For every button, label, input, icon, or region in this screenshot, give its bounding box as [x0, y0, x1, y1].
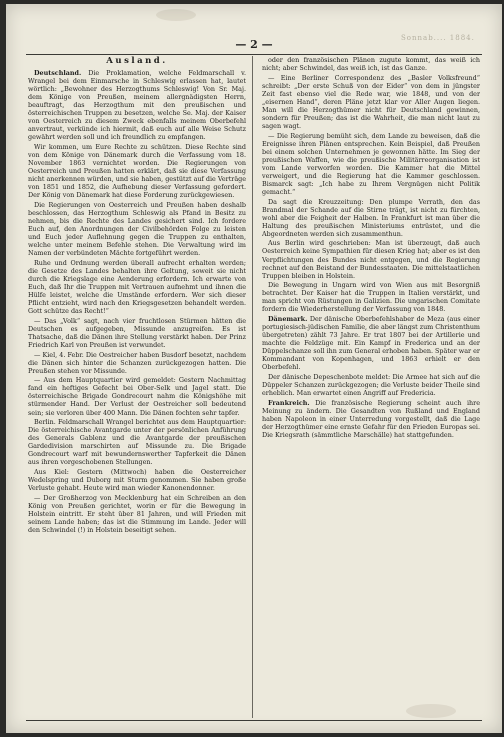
article-paragraph: [28, 351, 246, 375]
paragraph-text: — Eine Berliner Correspondenz des „Basler Volksfreund“ schreibt: „Der erste Schuß von der Eider“ von dem in jüngster Zeit fast ebenso viel die Rede war, wie 1848, und von der „eisernen Hand“, deren Pläne jetzt klar vor Aller Augen liegen. Man will die Herzogthümer nicht für Deutschland gewinnen, sondern für Preußen; das ist die Wahrheit, die man nicht laut zu sagen wagt.: [262, 73, 480, 130]
article-paragraph: [28, 143, 246, 199]
footer-rule: [26, 720, 482, 721]
paragraph-text: Ruhe und Ordnung werden überall aufrecht erhalten werden; die Gesetze des Landes behalten ihre Geltung, soweit sie nicht durch die Kriegslage eine Aenderung erfordern. Ich erwarte von Euch, daß Ihr die Truppen mit Vertrauen aufnehmt und ihnen die Hülfe leistet, welche die Umstände erfordern. Wer sich dieser Pflicht entzieht, wird nach den Kriegsgesetzen behandelt werden. Gott schütze das Recht!“: [28, 258, 246, 316]
department-heading: Frankreich.: [268, 398, 310, 407]
paper-stain: [156, 9, 196, 21]
article-paragraph: [262, 239, 480, 279]
paragraph-text: Aus Kiel: Gestern (Mittwoch) haben die Oesterreicher Wedelspring und Duborg mit Sturm genommen. Sie haben große Verluste gehabt. Heute wird man wieder Kanonendonner.: [28, 468, 246, 493]
paragraph-text: Der dänische Depeschenbote meldet: Die Armee hat sich auf die Düppeler Schanzen zurückgezogen; die Verluste beider Theile sind erheblich. Man erwartet einen Angriff auf Fredericia.: [262, 372, 480, 398]
column-divider: [252, 56, 253, 718]
article-paragraph: [262, 373, 480, 397]
section-title: Ausland.: [106, 56, 168, 66]
paragraph-text: Die französische Regierung scheint auch ihre Meinung zu ändern. Die Gesandten von Rußland und England haben Napoleon in einer Unterredung vorgestellt, daß die Lage der Herzogthümer eine ernste Gefahr für den Frieden Europas sei. Die Kriegsrath (sämmtliche Marschälle) hat stattgefunden.: [262, 398, 480, 439]
paragraph-text: — Kiel, 4. Febr. Die Oestreicher haben Busdorf besetzt, nachdem die Dänen sich hinter die Schanzen zurückgezogen hatten. Die Preußen stehen vor Missunde.: [28, 350, 246, 375]
paragraph-text: — Der Großherzog von Mecklenburg hat ein Schreiben an den König von Preußen gerichtet, worin er für die Bewegung in Holstein eintritt. Er steht über 81 Jahren, und will Frieden mit seinem Lande haben; das ist die Stimmung im Lande. Jeder will den Schwindel (!) in Holstein beseitigt sehen.: [28, 493, 246, 534]
article-paragraph: [28, 317, 246, 349]
paragraph-text: Wir kommen, um Eure Rechte zu schützen. Diese Rechte sind von dem Könige von Dänemark durch die Verfassung vom 18. November 1863 vernichtet worden. Die Regierungen von Oesterreich und Preußen hatten erklärt, daß sie diese Verfassung nicht anerkennen würden, und sie haben, gestützt auf die Verträge von 1851 und 1852, die Aufhebung dieser Verfassung gefordert. Der König von Dänemark hat diese Forderung zurückgewiesen.: [28, 143, 246, 200]
paragraph-text: Die Regierungen von Oesterreich und Preußen haben deshalb beschlossen, das Herzogthum Schleswig als Pfand in Besitz zu nehmen, bis die Rechte des Landes gesichert sind. Ich fordere Euch auf, den Anordnungen der Civilbehörden Folge zu leisten und Euch jeder Auflehnung gegen die Truppen zu enthalten, welche unter meinem Befehle stehen. Die Verwaltung wird im Namen der verbündeten Mächte fortgeführt werden.: [28, 200, 246, 258]
paragraph-text: Die Proklamation, welche Feldmarschall v. Wrangel bei dem Einmarsche in Schleswig erlassen hat, lautet wörtlich: „Bewohner des Herzogthums Schleswig! Von Sr. Maj. dem Könige von Preußen, meinem allergnädigsten Herrn, beauftragt, das Herzogthum mit den preußischen und österreichischen Truppen zu besetzen, welche Se. Maj. der Kaiser von Oesterreich zu diesem Zweck ebenfalls meinem Oberbefehl anvertraut, verkünde ich hiermit, daß euch auf alle Weise Schutz gewährt werden soll und ich freundlich zu empfangen.: [28, 69, 246, 142]
page-number: — 2 —: [235, 38, 273, 51]
paragraph-text: Berlin. Feldmarschall Wrangel berichtet aus dem Hauptquartier: Die österreichische Avantgarde unter der persönlichen Anführung des Generals Gablenz und die Avantgarde der preußischen Gardedivision marschirten auf Missunde zu. Die Brigade Gondrecourt warf mit bewundernswerther Tapferkeit die Dänen aus ihren vorgeschobenen Stellungen.: [28, 418, 246, 467]
right-column: [262, 56, 480, 716]
article-paragraph: [28, 494, 246, 534]
department-heading: Deutschland.: [34, 69, 82, 78]
newspaper-page: [6, 4, 502, 733]
paragraph-text: Da sagt die Kreuzzeitung: Den plumpe Verrath, den das Brandmal der Schande auf die Stirne trägt, ist nicht zu fürchten, wohl aber die Feigheit der Halben. In Frankfurt ist man über die Haltung des preußischen Ministeriums entrüstet, und die Abgeordneten werden sich zusammenthun.: [262, 197, 480, 238]
paragraph-text: — Das „Volk“ sagt, nach vier fruchtlosen Stürmen hätten die Deutschen es aufgegeben, Missunde anzugreifen. Es ist Thatsache, daß die Dänen ihre Stellung verstärkt haben. Der Prinz Friedrich Karl von Preußen ist verwundet.: [28, 316, 246, 349]
paragraph-text: oder den französischen Plänen zugute kommt, das weiß ich nicht; aber Schwindel, das weiß ich, ist das Ganze.: [262, 56, 480, 73]
article-paragraph: [262, 198, 480, 238]
article-paragraph: [28, 201, 246, 257]
header-rule: [26, 54, 482, 55]
left-column: [28, 56, 246, 716]
paragraph-text: — Aus dem Hauptquartier wird gemeldet: Gestern Nachmittag fand ein heftiges Gefecht bei Ober-Selk und Jagel statt. Die österreichische Brigade Gondrecourt nahm die Königshöhe mit stürmender Hand. Der Verlust der Oestreicher soll bedeutend sein; sie verloren über 400 Mann. Die Dänen fochten sehr tapfer.: [28, 376, 246, 417]
paragraph-text: Aus Berlin wird geschrieben: Man ist überzeugt, daß auch Oesterreich keine Sympathien für diesen Krieg hat; aber es ist den Verpflichtungen des Bundes nicht entgegen, und die Regierung rechnet auf den Beistand der Bundesstaaten. Die mittelstaatlichen Truppen bleiben in Holstein.: [262, 239, 480, 280]
paragraph-text: Der dänische Oberbefehlshaber de Meza (aus einer portugiesisch-jüdischen Familie, die aber längst zum Christenthum übergetreten) zählt 73 Jahre. Er trat 1807 bei der Artillerie und machte die Feldzüge mit. Ein Kampf in Frederica und an der Düppelschanze soll ihn zum General erhoben haben. Später war er Kommandant von Kopenhagen, und 1863 erhielt er den Oberbefehl.: [262, 315, 480, 372]
article-paragraph: [28, 69, 246, 141]
article-paragraph: [262, 132, 480, 196]
article-paragraph: [262, 281, 480, 313]
right-column-body: [262, 56, 480, 439]
article-paragraph: [28, 468, 246, 492]
article-paragraph: [262, 74, 480, 130]
article-paragraph: [28, 376, 246, 416]
article-paragraph: [262, 399, 480, 439]
article-paragraph: [28, 418, 246, 466]
article-paragraph: [262, 315, 480, 371]
left-column-body: [28, 69, 246, 534]
bleed-through-header: Sonnab.... 1884.: [401, 34, 475, 42]
paragraph-text: — Die Regierung bemüht sich, dem Lande zu beweisen, daß die Ereignisse ihren Plänen entsprechen. Kein Beispiel, daß Preußen bei einem solchen Unternehmen je gewonnen hätte. Im Sieg der preußischen Waffen, wie die preußische Militärreorganisation ist vom Lande verworfen worden. Die Kammer hat die Mittel verweigert, und die Regierung hat die Kammer geschlossen. Bismarck sagt: „Ich habe zu Ihrem Vergnügen nicht Politik gemacht.“: [262, 131, 480, 196]
article-paragraph: [262, 56, 480, 72]
department-heading: Dänemark.: [268, 315, 308, 324]
paragraph-text: Die Bewegung in Ungarn wird von Wien aus mit Besorgniß betrachtet. Der Kaiser hat die Truppen in Italien verstärkt, und man spricht von Rüstungen in Galizien. Die ungarischen Comitate fordern die Wiederherstellung der Verfassung von 1848.: [262, 281, 480, 314]
article-paragraph: [28, 259, 246, 315]
